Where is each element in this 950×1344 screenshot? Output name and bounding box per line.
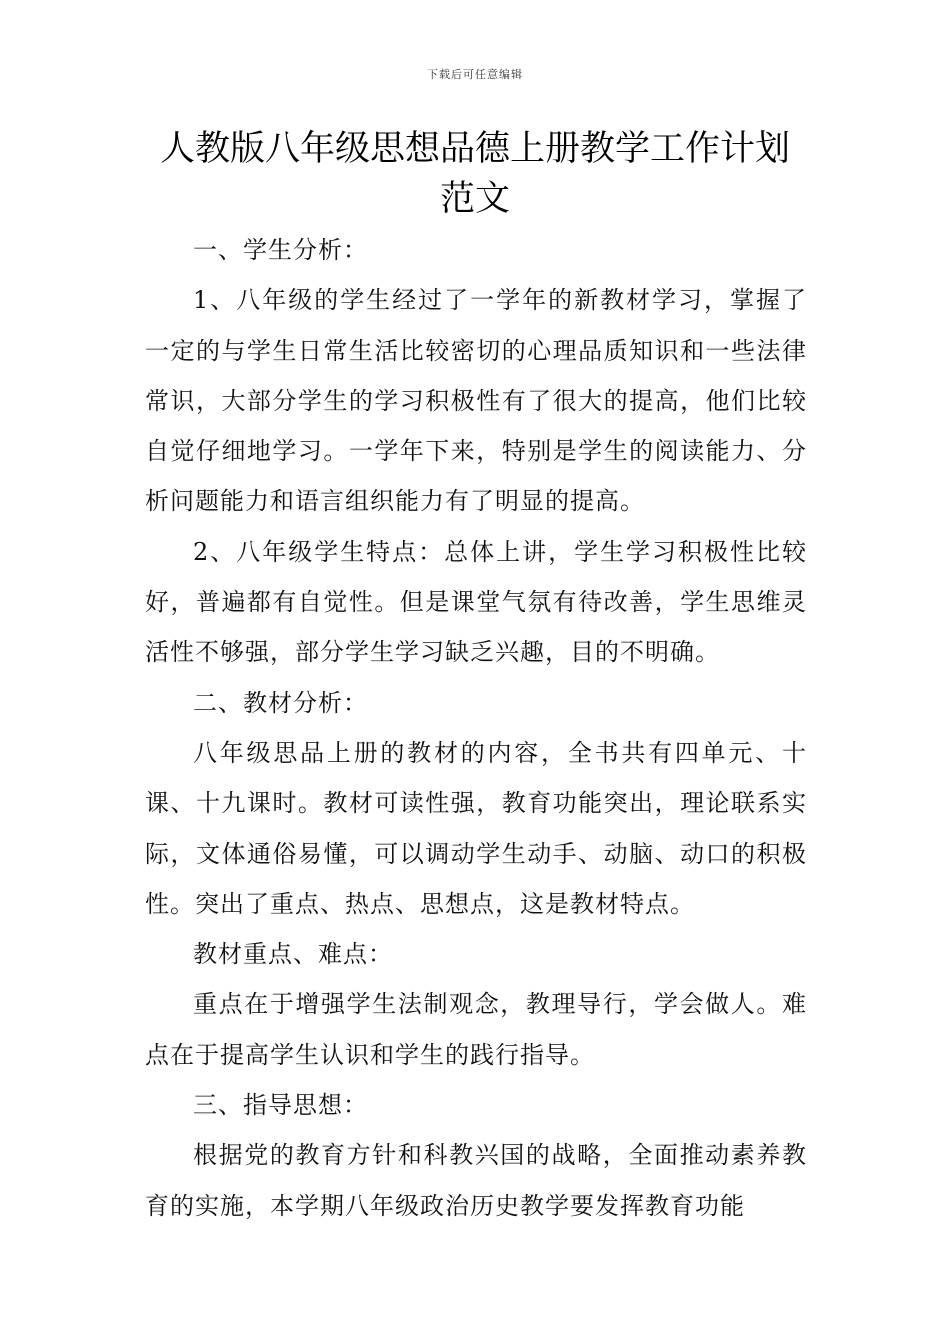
paragraph-textbook-analysis: 八年级思品上册的教材的内容，全书共有四单元、十课、十九课时。教材可读性强，教育功能突出，理论联系实际，文体通俗易懂，可以调动学生动手、动脑、动口的积极性。突出了重点、热点、思想点，这是教材特点。 [145, 738, 807, 918]
paragraph-guiding-ideology: 根据党的教育方针和科教兴国的战略，全面推动素养教育的实施，本学期八年级政治历史教学要发挥教育功能 [145, 1141, 807, 1220]
document-title [145, 124, 805, 224]
header-note: 下载后可任意编辑 [427, 68, 523, 81]
document-title-line-2: 范文 [439, 179, 510, 219]
paragraph-student-analysis-1: 1、八年级的学生经过了一学年的新教材学习，掌握了一定的与学生日常生活比较密切的心理品质知识和一些法律常识，大部分学生的学习积极性有了很大的提高，他们比较自觉仔细地学习。一学年下来，特别是学生的阅读能力、分析问题能力和语言组织能力有了明显的提高。 [145, 286, 807, 516]
section-heading-textbook-analysis: 二、教材分析： [193, 688, 368, 717]
section-heading-student-analysis: 一、学生分析： [193, 236, 368, 264]
paragraph-student-analysis-2: 2、八年级学生特点：总体上讲，学生学习积极性比较好，普遍都有自觉性。但是课堂气氛有待改善，学生思维灵活性不够强，部分学生学习缺乏兴趣，目的不明确。 [145, 537, 807, 667]
section-heading-guiding-ideology: 三、指导思想： [193, 1091, 368, 1120]
document-body [145, 225, 807, 1231]
subheading-key-points: 教材重点、难点： [193, 940, 393, 969]
document-title-line-1: 人教版八年级思想品德上册教学工作计划 [159, 129, 790, 169]
paragraph-key-points: 重点在于增强学生法制观念，教理导行，学会做人。难点在于提高学生认识和学生的践行指导。 [145, 990, 807, 1069]
